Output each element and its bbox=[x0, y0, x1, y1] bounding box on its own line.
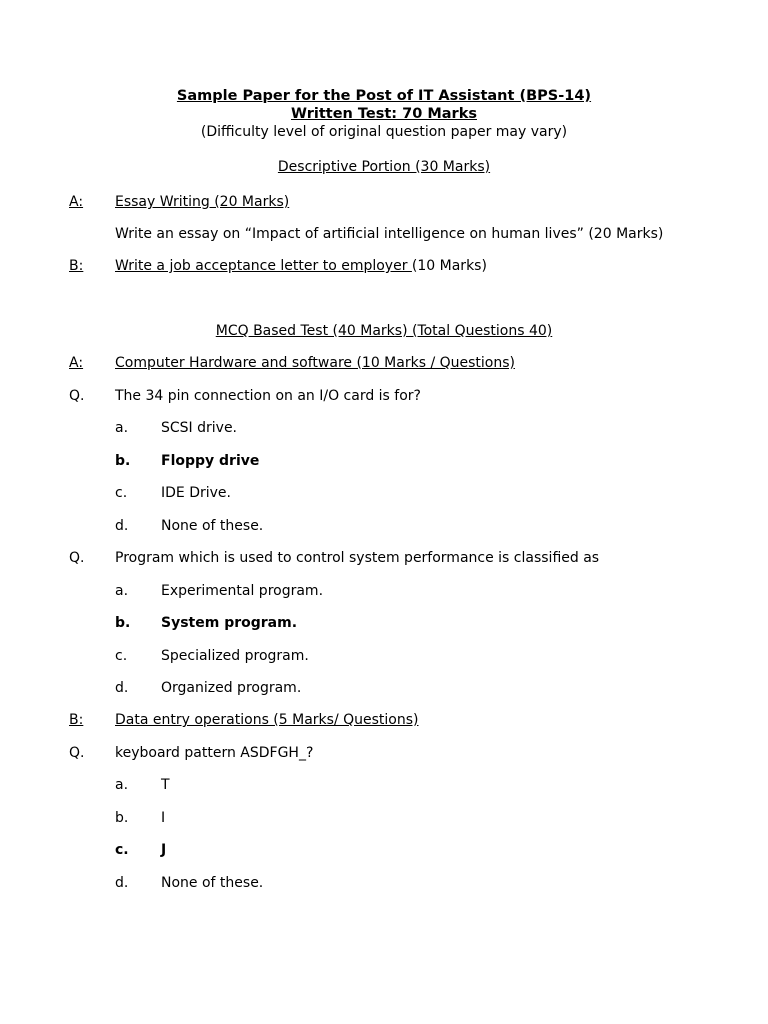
option-label: d. bbox=[115, 680, 129, 696]
option-row-answer bbox=[0, 615, 768, 635]
option-text: Experimental program. bbox=[161, 583, 324, 599]
option-label: a. bbox=[115, 420, 129, 436]
mcq-heading: MCQ Based Test (40 Marks) (Total Questions 40) bbox=[215, 323, 553, 339]
item-text: Essay Writing (20 Marks) bbox=[115, 194, 290, 210]
option-text: Floppy drive bbox=[161, 453, 260, 469]
mcq-section-a bbox=[0, 355, 768, 375]
option-label: b. bbox=[115, 453, 131, 469]
option-row bbox=[0, 777, 768, 797]
item-label: B: bbox=[69, 258, 84, 274]
option-label: a. bbox=[115, 583, 129, 599]
option-label: c. bbox=[115, 485, 128, 501]
question-label: Q. bbox=[69, 745, 85, 761]
difficulty-note: (Difficulty level of original question paper may vary) bbox=[200, 124, 568, 140]
item-label: A: bbox=[69, 194, 84, 210]
mcq-section-b bbox=[0, 712, 768, 732]
option-text: None of these. bbox=[161, 875, 264, 891]
option-row bbox=[0, 648, 768, 668]
option-text: Specialized program. bbox=[161, 648, 309, 664]
option-row bbox=[0, 518, 768, 538]
option-row bbox=[0, 485, 768, 505]
question-label: Q. bbox=[69, 388, 85, 404]
descriptive-heading: Descriptive Portion (30 Marks) bbox=[277, 159, 491, 175]
question-text: keyboard pattern ASDFGH_? bbox=[115, 745, 314, 761]
option-text: System program. bbox=[161, 615, 298, 631]
section-label: A: bbox=[69, 355, 84, 371]
question-row bbox=[0, 745, 768, 765]
letter-marks: (10 Marks) bbox=[411, 258, 487, 274]
paper-subtitle: Written Test: 70 Marks bbox=[290, 106, 477, 122]
question-label: Q. bbox=[69, 550, 85, 566]
option-text: J bbox=[161, 842, 167, 858]
descriptive-item-a bbox=[0, 194, 768, 214]
section-title: Data entry operations (5 Marks/ Questions) bbox=[115, 712, 419, 728]
section-label: B: bbox=[69, 712, 84, 728]
question-text: Program which is used to control system performance is classified as bbox=[115, 550, 600, 566]
option-label: c. bbox=[115, 648, 128, 664]
option-row bbox=[0, 583, 768, 603]
essay-prompt-row bbox=[0, 226, 768, 246]
option-label: d. bbox=[115, 518, 129, 534]
option-text: Organized program. bbox=[161, 680, 302, 696]
section-title: Computer Hardware and software (10 Marks / Questions) bbox=[115, 355, 515, 371]
option-row bbox=[0, 680, 768, 700]
option-label: b. bbox=[115, 810, 129, 826]
option-row bbox=[0, 420, 768, 440]
option-label: d. bbox=[115, 875, 129, 891]
item-text bbox=[115, 258, 487, 274]
option-row bbox=[0, 875, 768, 895]
option-text: T bbox=[161, 777, 170, 793]
letter-task: Write a job acceptance letter to employer bbox=[115, 258, 412, 274]
question-text: The 34 pin connection on an I/O card is for? bbox=[115, 388, 421, 404]
option-text: SCSI drive. bbox=[161, 420, 238, 436]
question-row bbox=[0, 550, 768, 570]
option-row-answer bbox=[0, 842, 768, 862]
option-label: b. bbox=[115, 615, 131, 631]
option-row bbox=[0, 810, 768, 830]
paper-title: Sample Paper for the Post of IT Assistant (BPS-14) bbox=[176, 88, 592, 104]
option-label: a. bbox=[115, 777, 129, 793]
option-text: None of these. bbox=[161, 518, 264, 534]
option-text: IDE Drive. bbox=[161, 485, 231, 501]
essay-prompt: Write an essay on “Impact of artificial intelligence on human lives” (20 Marks) bbox=[115, 226, 664, 242]
question-row bbox=[0, 388, 768, 408]
option-text: I bbox=[161, 810, 166, 826]
option-row-answer bbox=[0, 453, 768, 473]
descriptive-item-b bbox=[0, 258, 768, 278]
option-label: c. bbox=[115, 842, 129, 858]
